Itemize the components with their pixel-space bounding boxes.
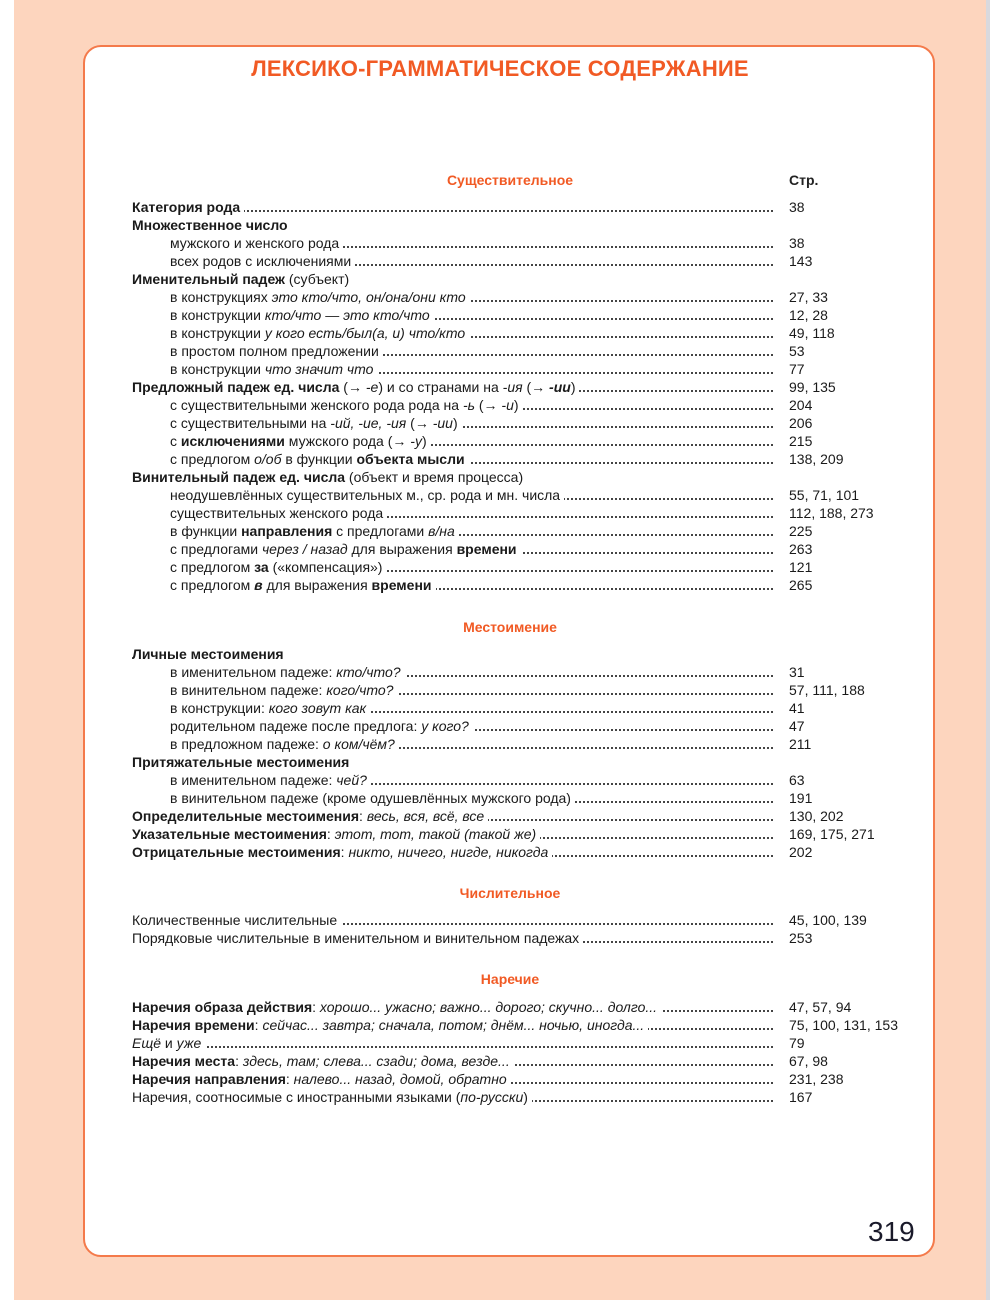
toc-entry[interactable] (132, 306, 892, 324)
toc-entry-pages: 143 (789, 253, 813, 269)
toc-entry-label: Порядковые числительные в именительном и винительном падежах (132, 929, 773, 947)
toc-entry-pages: 263 (789, 541, 813, 557)
toc-entry-pages: 265 (789, 577, 813, 593)
toc-entry[interactable] (132, 1088, 892, 1106)
toc-entry-pages: 121 (789, 559, 813, 575)
toc-entry-label: в именительном падеже: кто/что? (170, 663, 773, 681)
toc-entry[interactable] (132, 468, 892, 486)
toc-entry-pages: 63 (789, 772, 805, 788)
section-heading: Существительное (446, 172, 574, 188)
toc-entry-label: Именительный падеж (субъект) (132, 270, 773, 288)
toc-entry-pages: 167 (789, 1089, 813, 1105)
toc-entry-label: с существительными на -ий, -ие, -ия (→ -ии) (170, 414, 773, 432)
toc-entry-label: с предлогами через / назад для выражения времени (170, 540, 773, 558)
toc-entry-label: с предлогом о/об в функции объекта мысли (170, 450, 773, 468)
toc-entry-label: неодушевлённых существительных м., ср. рода и мн. числа (170, 486, 773, 504)
toc-entry-label: с предлогом в для выражения времени (170, 576, 773, 594)
toc-entry[interactable] (132, 504, 892, 522)
toc-entry[interactable] (132, 1070, 892, 1088)
toc-entry-pages: 75, 100, 131, 153 (789, 1017, 898, 1033)
toc-entry[interactable] (132, 450, 892, 468)
toc-entry-pages: 225 (789, 523, 813, 539)
toc-entry[interactable] (132, 771, 892, 789)
toc-entry-label: всех родов с исключениями (170, 252, 773, 270)
toc-entry-pages: 211 (789, 736, 812, 752)
page-column-header: Стр. (789, 172, 819, 188)
toc-entry[interactable] (132, 576, 892, 594)
page-edge (986, 0, 990, 1300)
toc-entry-pages: 55, 71, 101 (789, 487, 860, 503)
toc-entry-label: в именительном падеже: чей? (170, 771, 773, 789)
toc-entry-label: с исключениями мужского рода (→ -у) (170, 432, 773, 450)
toc-entry-pages: 202 (789, 844, 813, 860)
section-heading: Местоимение (463, 619, 557, 635)
toc-entry-pages: 47 (789, 718, 805, 734)
toc-entry[interactable] (132, 998, 892, 1016)
toc-entry-label: в винительном падеже (кроме одушевлённых мужского рода) (170, 789, 773, 807)
toc-entry-label: в функции направления с предлогами в/на (170, 522, 773, 540)
toc-entry-label: в предложном падеже: о ком/чём? (170, 735, 773, 753)
toc-entry-label: Отрицательные местоимения: никто, ничего, нигде, никогда (132, 843, 773, 861)
toc-entry[interactable] (132, 396, 892, 414)
toc-entry[interactable] (132, 252, 892, 270)
toc-entry-label: Наречия места: здесь, там; слева... сзади; дома, везде... (132, 1052, 773, 1070)
toc-entry-label: Винительный падеж ед. числа (объект и время процесса) (132, 468, 773, 486)
toc-entry[interactable] (132, 843, 892, 861)
toc-entry[interactable] (132, 414, 892, 432)
toc-entry-label: в конструкции: кого зовут как (170, 699, 773, 717)
toc-entry[interactable] (132, 540, 892, 558)
toc-entry[interactable] (132, 378, 892, 396)
toc-entry-pages: 112, 188, 273 (789, 505, 874, 521)
toc-entry[interactable] (132, 216, 892, 234)
toc-entry-label: в конструкции у кого есть/был(а, и) что/кто (170, 324, 773, 342)
toc-entry[interactable] (132, 234, 892, 252)
toc-entry-label: с предлогом за («компенсация») (170, 558, 773, 576)
toc-entry[interactable] (132, 1034, 892, 1052)
toc-entry-pages: 253 (789, 930, 813, 946)
toc-entry-label: в конструкции что значит что (170, 360, 773, 378)
toc-entry-pages: 27, 33 (789, 289, 828, 305)
toc-entry-label: Указательные местоимения: этот, тот, такой (такой же) (132, 825, 773, 843)
toc-entry-pages: 79 (789, 1035, 805, 1051)
toc-entry-pages: 169, 175, 271 (789, 826, 875, 842)
toc-entry[interactable] (132, 432, 892, 450)
toc-entry-pages: 45, 100, 139 (789, 912, 867, 928)
toc-entry[interactable] (132, 522, 892, 540)
toc-entry-pages: 41 (789, 700, 805, 716)
toc-entry-label: Наречия образа действия: хорошо... ужасно; важно... дорого; скучно... долго... (132, 998, 773, 1016)
toc-entry-label: Предложный падеж ед. числа (→ -е) и со странами на -ия (→ -ии) (132, 378, 773, 396)
toc-entry-label: Личные местоимения (132, 645, 773, 663)
toc-entry-pages: 57, 111, 188 (789, 682, 865, 698)
toc-entry[interactable] (132, 663, 892, 681)
toc-entry[interactable] (132, 825, 892, 843)
toc-entry-label: Наречия времени: сейчас... завтра; сначала, потом; днём... ночью, иногда... (132, 1016, 773, 1034)
toc-entry-label: в винительном падеже: кого/что? (170, 681, 773, 699)
toc-entry-pages: 99, 135 (789, 379, 836, 395)
toc-entry-pages: 67, 98 (789, 1053, 828, 1069)
toc-entry-label: Притяжательные местоимения (132, 753, 773, 771)
toc-entry-pages: 77 (789, 361, 805, 377)
toc-entry[interactable] (132, 270, 892, 288)
toc-entry-label: существительных женского рода (170, 504, 773, 522)
toc-entry-label: в конструкциях это кто/что, он/она/они кто (170, 288, 773, 306)
toc-entry-label: с существительными женского рода рода на -ь (→ -и) (170, 396, 773, 414)
toc-entry[interactable] (132, 911, 892, 929)
toc-entry[interactable] (132, 717, 892, 735)
toc-entry-pages: 38 (789, 199, 805, 215)
toc-entry-pages: 31 (789, 664, 805, 680)
toc-entry[interactable] (132, 360, 892, 378)
toc-entry-pages: 53 (789, 343, 805, 359)
toc-entry-pages: 12, 28 (789, 307, 828, 323)
toc-entry[interactable] (132, 789, 892, 807)
toc-entry-label: Наречия направления: налево... назад, домой, обратно (132, 1070, 773, 1088)
toc-entry[interactable] (132, 288, 892, 306)
toc-entry-pages: 215 (789, 433, 813, 449)
toc-entry-pages: 47, 57, 94 (789, 999, 852, 1015)
toc-entry[interactable] (132, 342, 892, 360)
toc-entry[interactable] (132, 807, 892, 825)
toc-entry-label: Ещё и уже (132, 1034, 773, 1052)
toc-entry-label: в конструкции кто/что — это кто/что (170, 306, 773, 324)
toc-entry-pages: 130, 202 (789, 808, 844, 824)
toc-entry-pages: 231, 238 (789, 1071, 844, 1087)
toc-entry-label: мужского и женского рода (170, 234, 773, 252)
page-title: ЛЕКСИКО-ГРАММАТИЧЕСКОЕ СОДЕРЖАНИЕ (251, 56, 749, 81)
toc-entry-label: в простом полном предложении (170, 342, 773, 360)
toc-entry[interactable] (132, 735, 892, 753)
toc-entry[interactable] (132, 929, 892, 947)
toc-entry-label: родительном падеже после предлога: у кого? (170, 717, 773, 735)
toc-entry[interactable] (132, 558, 892, 576)
toc-entry-label: Определительные местоимения: весь, вся, всё, все (132, 807, 773, 825)
page-number: 319 (868, 1216, 915, 1247)
toc-entry-label: Количественные числительные (132, 911, 773, 929)
toc-entry-label: Наречия, соотносимые с иностранными языками (по-русски) (132, 1088, 773, 1106)
toc-entry[interactable] (132, 753, 892, 771)
toc-entry-label: Категория рода (132, 198, 773, 216)
toc-entry[interactable] (132, 1016, 898, 1034)
section-heading: Числительное (459, 885, 561, 901)
toc-entry-pages: 206 (789, 415, 813, 431)
toc-entry[interactable] (132, 645, 892, 663)
toc-entry[interactable] (132, 681, 892, 699)
toc-entry[interactable] (132, 324, 892, 342)
toc-entry[interactable] (132, 198, 892, 216)
toc-entry-pages: 38 (789, 235, 805, 251)
toc-entry-pages: 191 (789, 790, 813, 806)
toc-entry[interactable] (132, 486, 892, 504)
toc-entry-label: Множественное число (132, 216, 773, 234)
section-heading: Наречие (480, 971, 540, 987)
toc-entry[interactable] (132, 699, 892, 717)
toc-entry-pages: 204 (789, 397, 813, 413)
toc-entry-pages: 138, 209 (789, 451, 844, 467)
toc-entry[interactable] (132, 1052, 892, 1070)
toc-entry-pages: 49, 118 (789, 325, 835, 341)
